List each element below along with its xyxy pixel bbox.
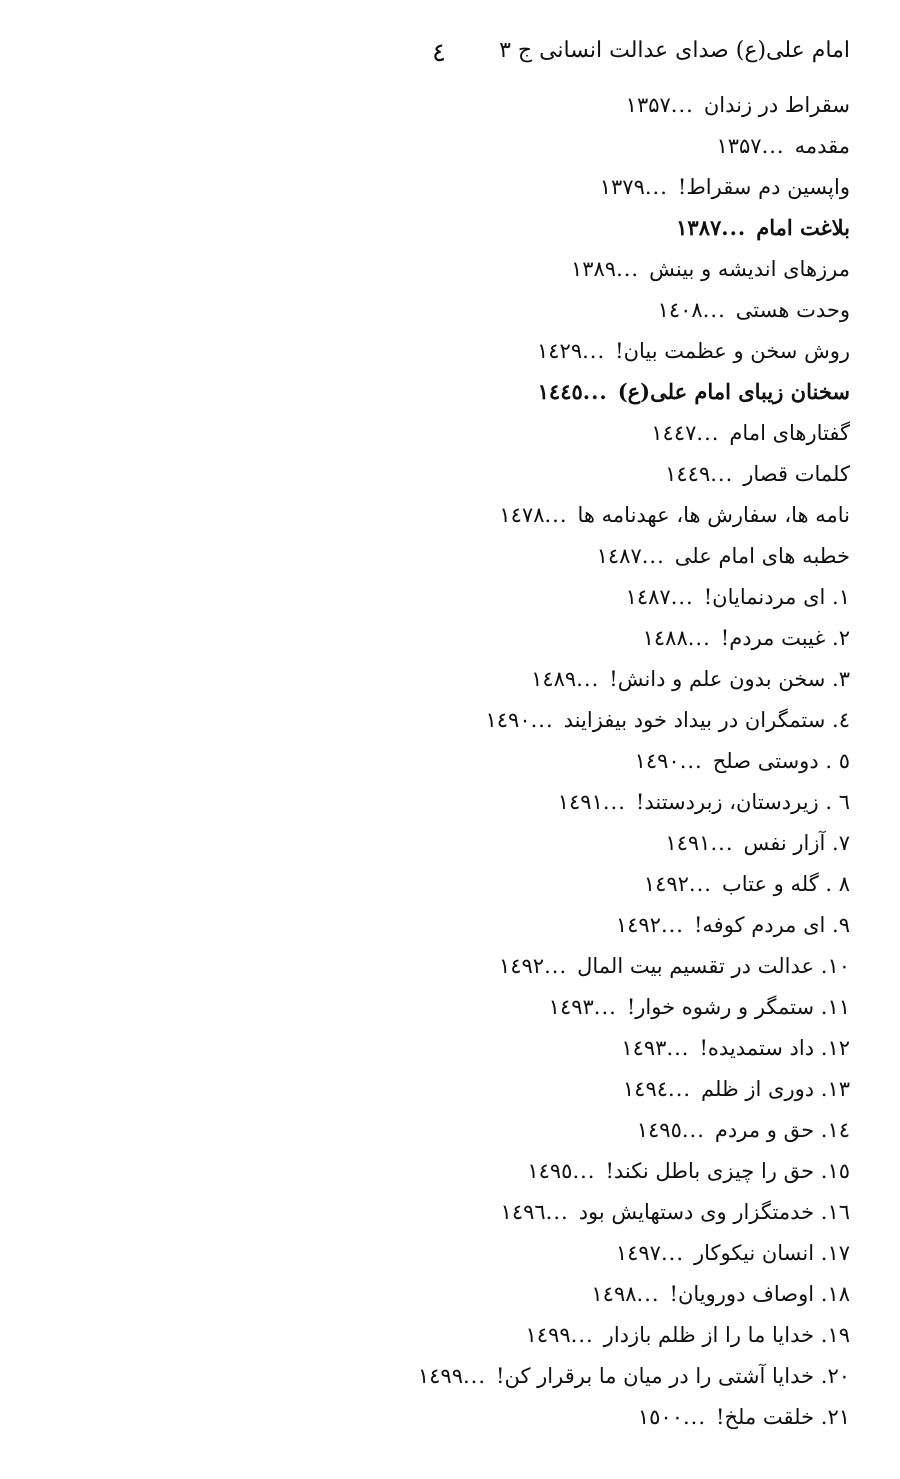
toc-entry-title: ٥ . دوستی صلح: [712, 748, 850, 773]
leader-dots: ...: [696, 420, 720, 445]
toc-entry-title: مقدمه: [794, 133, 850, 158]
toc-entry-title: وحدت هستی: [735, 297, 850, 322]
toc-entry-page: ۱٤۹۸: [591, 1281, 637, 1306]
leader-dots: ...: [644, 174, 668, 199]
toc-line: [626, 585, 850, 609]
leader-dots: ...: [688, 871, 712, 896]
toc-entry-page: ۱٤۹۱: [665, 830, 711, 855]
toc-entry: [0, 699, 900, 740]
toc-entry-page: ۱٤۸۹: [531, 666, 577, 691]
toc-entry: [0, 535, 900, 576]
toc-entry: [0, 371, 900, 412]
leader-dots: ...: [636, 1281, 660, 1306]
running-header: امام علی(ع) صدای عدالت انسانی ج ۳: [499, 38, 850, 63]
toc-line: [635, 749, 850, 773]
toc-entry-title: ۱۹. خدایا ما را از ظلم بازدار: [603, 1322, 850, 1347]
leader-dots: ...: [668, 1076, 692, 1101]
toc-entry-page: ۱٤۹۲: [498, 953, 545, 978]
toc-entry: [0, 494, 900, 535]
leader-dots: ...: [670, 92, 694, 117]
toc-entry-page: ۱٤۹۳: [621, 1035, 667, 1060]
leader-dots: ...: [582, 379, 608, 404]
toc-entry-page: ۱۳۸۹: [570, 256, 617, 281]
toc-entry-title: ٦ . زیردستان، زبردستند!: [635, 789, 850, 814]
toc-entry: [0, 289, 900, 330]
toc-entry-title: ۱. ای مردنمایان!: [703, 584, 850, 609]
toc-entry: [0, 904, 900, 945]
toc-line: [644, 872, 850, 896]
toc-entry-title: ۱٤. حق و مردم: [714, 1117, 850, 1142]
toc-line: [499, 503, 850, 527]
toc-entry-title: ۱۷. انسان نیکوکار: [694, 1240, 850, 1265]
toc-line: [591, 1282, 850, 1306]
toc-line: [616, 913, 850, 937]
leader-dots: ...: [683, 1404, 707, 1429]
toc-entry-title: خطبه های امام علی: [674, 543, 850, 568]
toc-line: [527, 1159, 850, 1183]
toc-entry-page: ۱٤۹٥: [636, 1117, 682, 1142]
toc-entry-page: ۱٤۸۷: [625, 584, 671, 609]
toc-entry-page: ۱۳۵۷: [625, 92, 671, 117]
toc-entry-page: ۱٤۹۱: [557, 789, 603, 814]
toc-entry: [0, 84, 900, 125]
toc-entry-title: بلاغت امام: [756, 215, 850, 240]
toc-entry-title: نامه ها، سفارش ها، عهدنامه ها: [577, 502, 850, 527]
page-number: ٤: [432, 38, 446, 68]
leader-dots: ...: [679, 748, 703, 773]
leader-dots: ...: [710, 461, 734, 486]
toc-entry-page: ۱٤٤۹: [665, 461, 711, 486]
toc-entry: [0, 412, 900, 453]
toc-entry-title: ۱۲. داد ستمدیده!: [699, 1035, 850, 1060]
toc-entry: [0, 1068, 900, 1109]
toc-entry: [0, 1396, 900, 1437]
leader-dots: ...: [576, 666, 600, 691]
toc-entry-page: ۱٤۹٦: [500, 1199, 546, 1224]
toc-line: [665, 831, 850, 855]
toc-entry-page: ۱۳۸۷: [676, 215, 722, 240]
toc-line: [637, 1118, 850, 1142]
toc-entry: [0, 1355, 900, 1396]
toc-entry-title: ۲. غیبت مردم!: [720, 625, 850, 650]
toc-entry-title: کلمات قصار: [743, 461, 850, 486]
toc-entry-title: واپسین دم سقراط!: [677, 174, 850, 199]
leader-dots: ...: [761, 133, 785, 158]
toc-entry: [0, 166, 900, 207]
toc-entry-page: ۱٤۸۸: [642, 625, 688, 650]
leader-dots: ...: [544, 953, 568, 978]
toc-entry-title: ۲۰. خدایا آشتی را در میان ما برقرار کن!: [496, 1363, 850, 1388]
toc-entry: [0, 1109, 900, 1150]
toc-entry: [0, 1027, 900, 1068]
toc-entry: [0, 986, 900, 1027]
toc-entry-page: ۱٤۹۳: [548, 994, 594, 1019]
leader-dots: ...: [545, 1199, 569, 1224]
toc-entry-page: ۱٤۹۲: [643, 871, 689, 896]
leader-dots: ...: [687, 625, 711, 650]
toc-entry: [0, 1314, 900, 1355]
toc-entry-page: ۱٤۸۷: [596, 543, 642, 568]
toc-entry: [0, 248, 900, 289]
toc-entry: [0, 125, 900, 166]
leader-dots: ...: [670, 584, 694, 609]
toc-line: [597, 544, 850, 568]
toc-entry-title: ۷. آزار نفس: [743, 830, 850, 855]
toc-entry-title: گفتارهای امام: [729, 420, 850, 445]
toc-entry: [0, 1273, 900, 1314]
toc-line: [616, 1241, 850, 1265]
toc-entry-page: ۱٤۹۰: [485, 707, 531, 732]
toc-entry: [0, 576, 900, 617]
leader-dots: ...: [602, 789, 626, 814]
leader-dots: ...: [702, 297, 726, 322]
leader-dots: ...: [616, 256, 640, 281]
toc-line: [643, 626, 850, 650]
leader-dots: ...: [681, 1117, 705, 1142]
toc-entry: [0, 1232, 900, 1273]
leader-dots: ...: [572, 1158, 596, 1183]
toc-entry-page: ۱٤۹٥: [527, 1158, 573, 1183]
toc-line: [626, 93, 850, 117]
toc-entry: [0, 822, 900, 863]
toc-entry-page: ۱٤۹٤: [622, 1076, 669, 1101]
toc-line: [558, 790, 850, 814]
toc-line: [600, 175, 850, 199]
toc-line: [486, 708, 851, 732]
toc-entry-title: ۹. ای مردم کوفه!: [693, 912, 850, 937]
toc-entry: [0, 863, 900, 904]
toc-line: [501, 1200, 850, 1224]
toc-entry-page: ۱٤۹۹: [417, 1363, 463, 1388]
table-of-contents: [0, 84, 900, 1437]
toc-entry: [0, 207, 900, 248]
toc-line: [418, 1364, 850, 1388]
toc-entry-title: ۱۰. عدالت در تقسیم بیت المال: [577, 953, 850, 978]
leader-dots: ...: [721, 215, 747, 240]
toc-entry-title: ٤. ستمگران در بیداد خود بیفزایند: [563, 707, 850, 732]
toc-entry: [0, 945, 900, 986]
toc-entry-page: ۱٤۹۲: [615, 912, 661, 937]
toc-entry: [0, 1191, 900, 1232]
toc-entry: [0, 658, 900, 699]
toc-line: [665, 462, 850, 486]
toc-entry-title: ۳. سخن بدون علم و دانش!: [609, 666, 850, 691]
toc-entry-title: ۱۸. اوصاف دورویان!: [669, 1281, 850, 1306]
toc-line: [623, 1077, 850, 1101]
toc-line: [658, 298, 850, 322]
toc-entry-page: ۱۳۵۷: [716, 133, 762, 158]
leader-dots: ...: [570, 1322, 594, 1347]
toc-entry: [0, 740, 900, 781]
toc-line: [531, 667, 850, 691]
toc-entry-title: سقراط در زندان: [703, 92, 850, 117]
toc-line: [638, 1405, 850, 1429]
toc-entry-page: ۱۳۷۹: [599, 174, 645, 199]
leader-dots: ...: [666, 1035, 690, 1060]
toc-entry-title: ۱٥. حق را چیزی باطل نکند!: [605, 1158, 850, 1183]
toc-entry-page: ۱٤٤٥: [537, 379, 583, 404]
toc-entry-page: ۱٤۹۰: [634, 748, 680, 773]
toc-entry-title: ۸ . گله و عتاب: [721, 871, 850, 896]
toc-entry-page: ۱٤۷۸: [499, 502, 545, 527]
toc-entry-page: ۱٤۹۹: [525, 1322, 571, 1347]
toc-entry-title: روش سخن و عظمت بیان!: [615, 338, 850, 363]
leader-dots: ...: [544, 502, 568, 527]
toc-line: [651, 421, 850, 445]
toc-entry-page: ۱٤۲۹: [536, 338, 583, 363]
toc-line: [676, 215, 850, 240]
leader-dots: ...: [710, 830, 734, 855]
toc-entry: [0, 617, 900, 658]
toc-line: [526, 1323, 850, 1347]
leader-dots: ...: [641, 543, 665, 568]
toc-line: [499, 954, 850, 978]
leader-dots: ...: [660, 912, 684, 937]
leader-dots: ...: [593, 994, 617, 1019]
toc-entry-title: ۱٦. خدمتگزار وی دستهایش بود: [578, 1199, 850, 1224]
toc-entry: [0, 1150, 900, 1191]
toc-line: [537, 339, 850, 363]
toc-entry: [0, 781, 900, 822]
toc-entry-title: ۲۱. خلقت ملخ!: [716, 1404, 850, 1429]
leader-dots: ...: [463, 1363, 487, 1388]
toc-line: [538, 379, 850, 404]
toc-entry-page: ۱٤۰۸: [657, 297, 703, 322]
toc-line: [716, 134, 850, 158]
toc-entry-page: ۱٤٤۷: [651, 420, 697, 445]
toc-line: [549, 995, 850, 1019]
toc-entry-title: سخنان زیبای امام علی(ع): [617, 379, 850, 404]
toc-line: [571, 257, 850, 281]
toc-entry-page: ۱٥۰۰: [637, 1404, 683, 1429]
toc-line: [621, 1036, 850, 1060]
leader-dots: ...: [582, 338, 606, 363]
leader-dots: ...: [660, 1240, 684, 1265]
toc-entry: [0, 453, 900, 494]
toc-entry-title: ۱۳. دوری از ظلم: [701, 1076, 850, 1101]
toc-entry-title: ۱۱. ستمگر و رشوه خوار!: [626, 994, 850, 1019]
toc-entry: [0, 330, 900, 371]
toc-entry-title: مرزهای اندیشه و بینش: [649, 256, 850, 281]
leader-dots: ...: [530, 707, 554, 732]
toc-entry-page: ۱٤۹۷: [615, 1240, 661, 1265]
